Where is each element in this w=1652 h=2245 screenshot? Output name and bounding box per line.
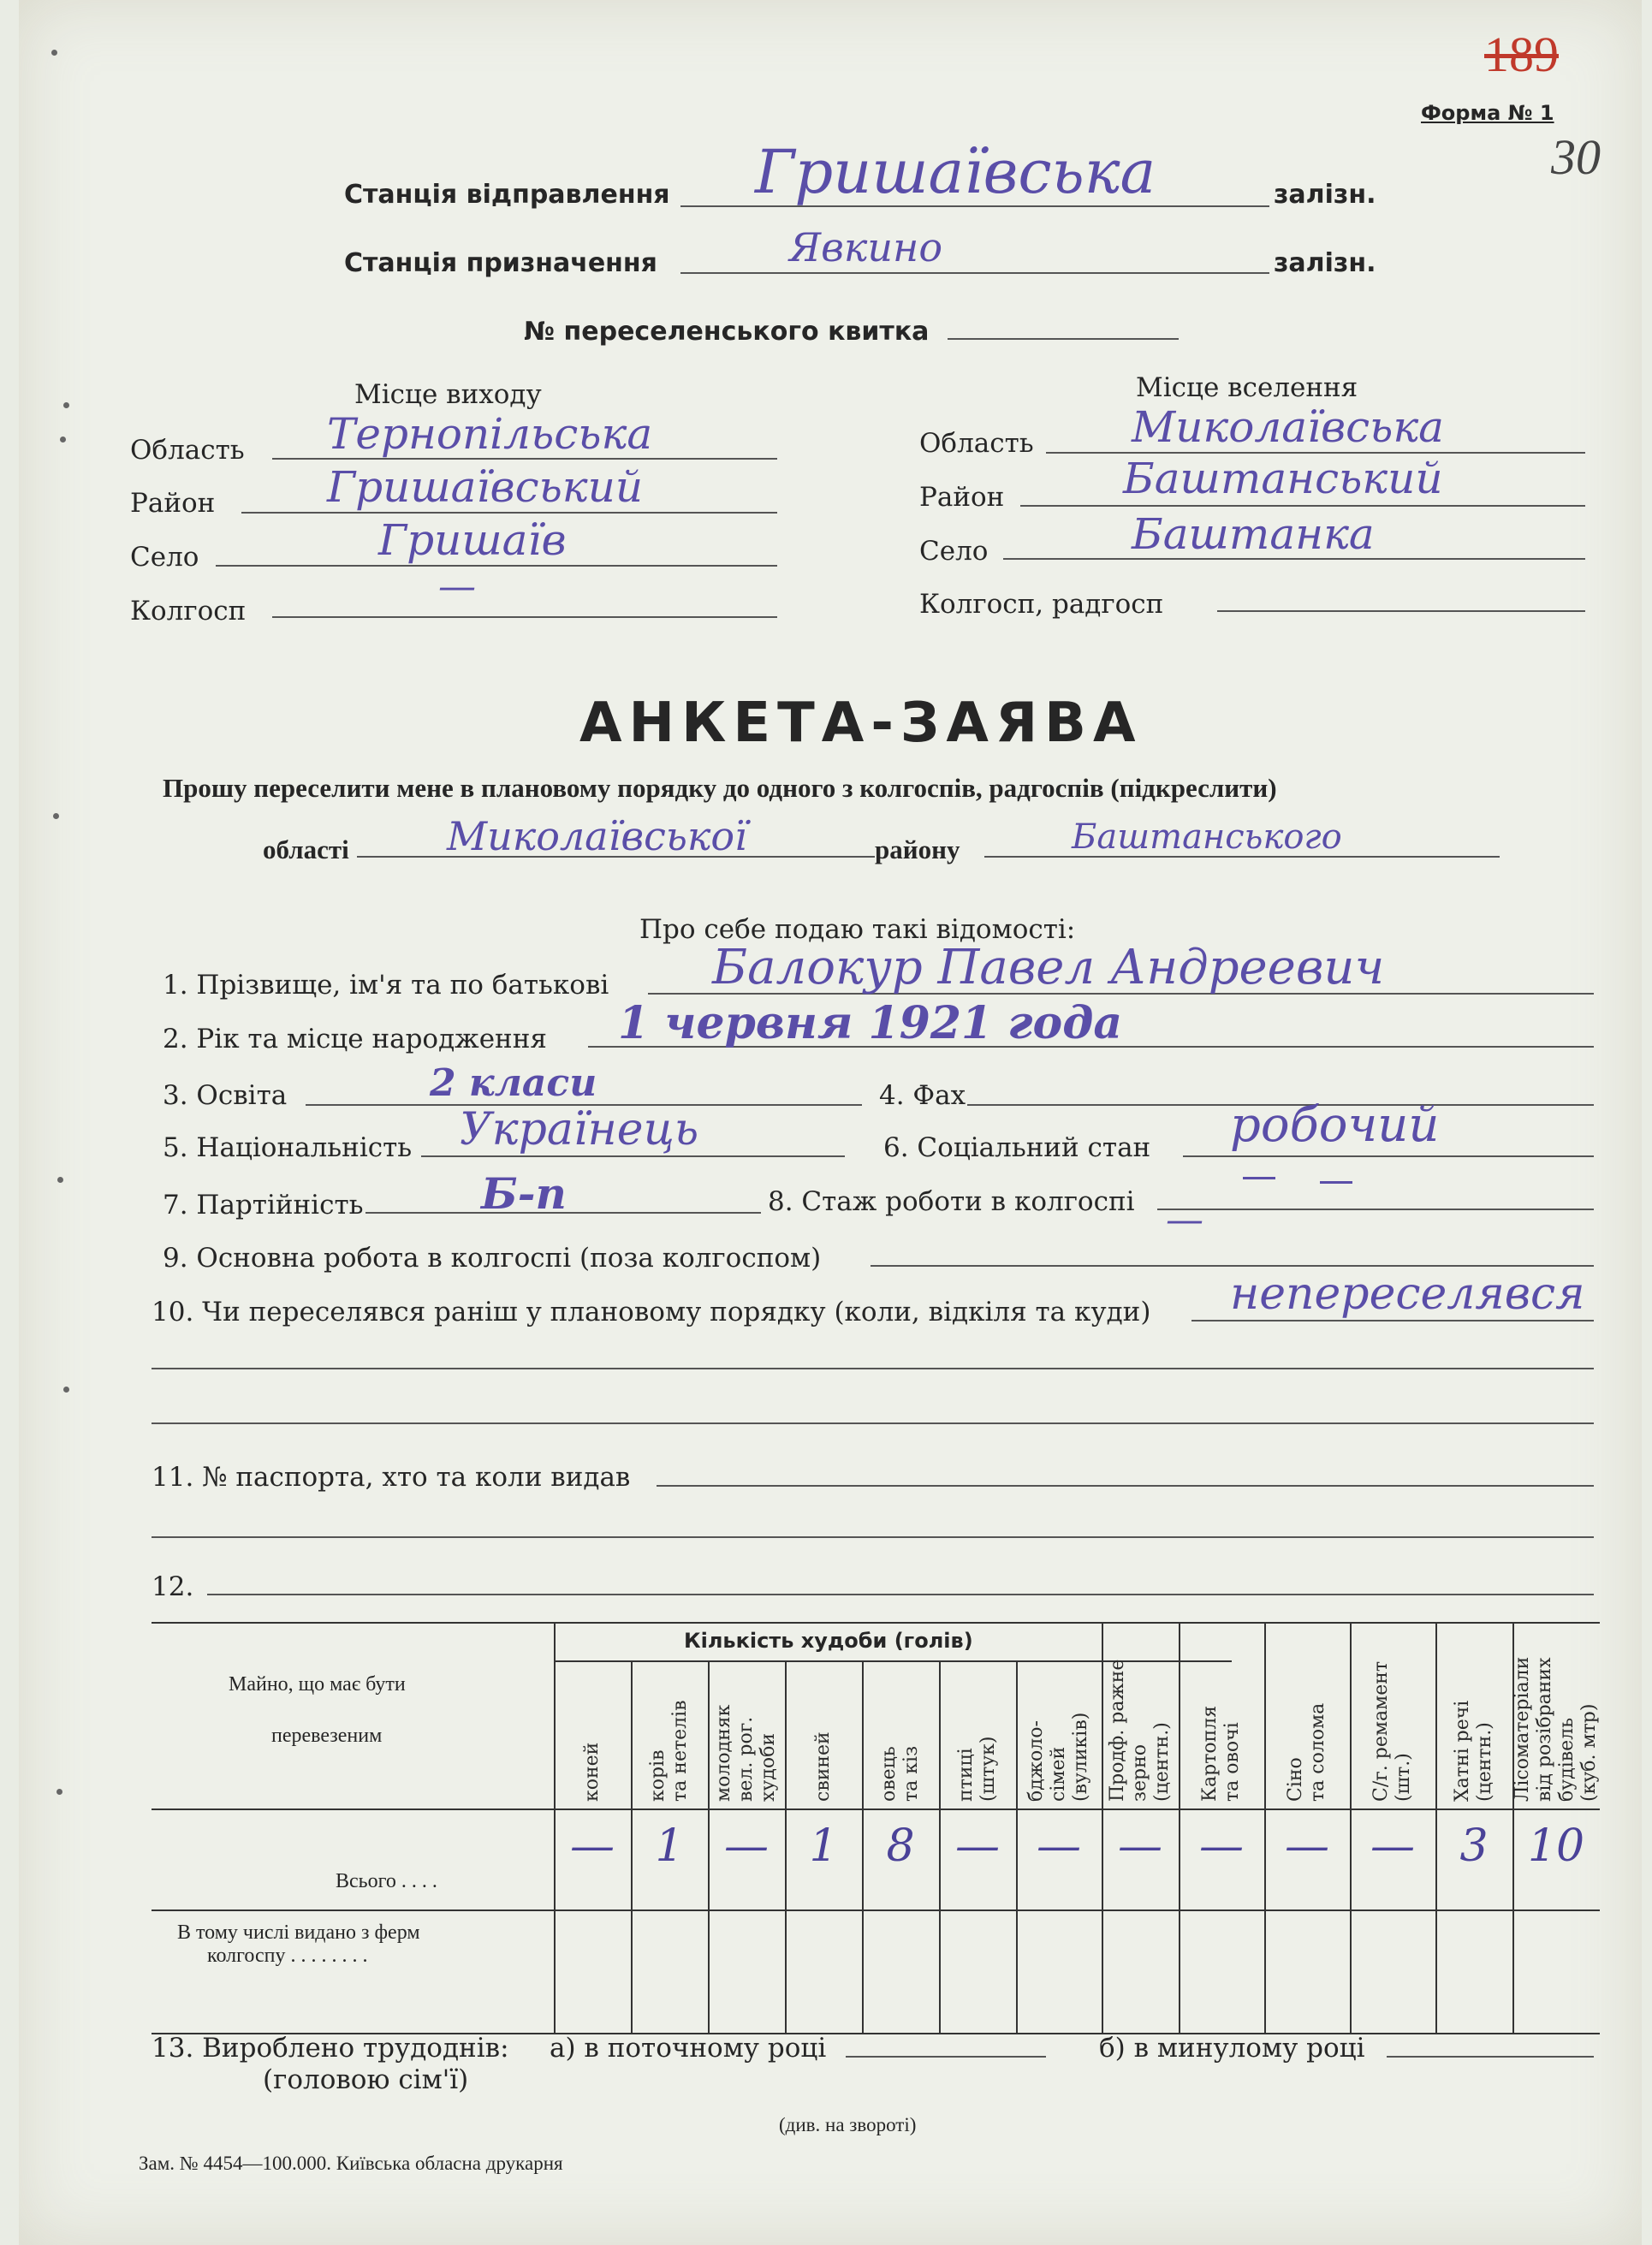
origin-oblast-label: Область [130, 435, 245, 466]
column-header-line: худоби [758, 1732, 779, 1802]
arrival-line [680, 272, 1269, 274]
destination-oblast-value: Миколаївська [1132, 402, 1444, 452]
field-1-value: Балокур Павел Андреевич [712, 940, 1385, 995]
dash-mark [1320, 1181, 1352, 1184]
field-11-line [657, 1485, 1594, 1487]
field-1-label: 1. Прізвище, ім'я та по батькові [163, 970, 609, 1001]
total-value-cell: 3 [1459, 1820, 1489, 1872]
request-raion-value: Баштанського [1072, 817, 1342, 857]
field-6-line [1183, 1155, 1594, 1157]
field-10-line-2 [152, 1368, 1594, 1369]
property-header-2: перевезеним [271, 1725, 383, 1747]
origin-selo-label: Село [130, 542, 199, 573]
origin-selo-value: Гришаїв [378, 515, 567, 565]
total-value-cell: 10 [1527, 1820, 1585, 1872]
origin-raion-label: Район [130, 488, 216, 519]
column-header-line: та овочі [1221, 1722, 1243, 1802]
workdays-label-2: (головою сім'ї) [263, 2064, 469, 2095]
workdays-previous-label: б) в минулому році [1099, 2033, 1365, 2064]
request-oblast-label: області [263, 834, 349, 864]
column-header-line: Сіно [1285, 1757, 1306, 1802]
property-table [152, 1622, 1600, 2033]
request-raion-label: району [875, 834, 960, 864]
field-3-label: 3. Освіта [163, 1080, 288, 1111]
field-8-label: 8. Стаж роботи в колгоспі [768, 1186, 1135, 1217]
issued-row-label-2: колгоспу . . . . . . . . [207, 1945, 368, 1967]
column-header-3 [713, 1669, 780, 1802]
column-header-line: від розібраних [1534, 1657, 1555, 1802]
column-header-line: (центн.) [1151, 1722, 1173, 1802]
archive-number-struck: 189 [1484, 27, 1559, 82]
field-9-label: 9. Основна робота в колгоспі (поза колгоспом) [163, 1243, 822, 1274]
column-header-line: бджоло- [1025, 1720, 1047, 1802]
total-value-cell: 1 [809, 1820, 838, 1872]
column-header-6 [955, 1669, 1000, 1802]
column-header-5 [878, 1669, 923, 1802]
field-10-label: 10. Чи переселявся раніш у плановому порядку (коли, відкіля та куди) [152, 1297, 1151, 1327]
column-header-line: (штук) [978, 1736, 999, 1802]
workdays-current-line [846, 2056, 1046, 2058]
field-12-label: 12. [152, 1571, 194, 1602]
see-reverse-note: (див. на звороті) [779, 2114, 917, 2135]
total-value-cell: — [1285, 1820, 1329, 1872]
table-header-bottom [152, 1808, 1600, 1810]
total-row-label: Всього . . . . [336, 1870, 437, 1892]
field-5-label: 5. Національність [163, 1132, 413, 1163]
field-9-line [871, 1265, 1594, 1267]
departure-value: Гришаївська [755, 137, 1156, 207]
origin-oblast-value: Тернопільська [327, 409, 653, 459]
column-header-9 [1199, 1629, 1244, 1802]
arrival-label: Станція призначення [344, 248, 657, 278]
issued-row-label: В тому числі видано з ферм [177, 1921, 420, 1944]
total-value-cell: 8 [886, 1820, 915, 1872]
total-value-cell: — [570, 1820, 615, 1872]
column-header-line: Хатні речі [1452, 1700, 1473, 1802]
field-7-label: 7. Партійність [163, 1190, 364, 1220]
field-8-value: — [1166, 1198, 1203, 1242]
punch-hole [63, 1387, 69, 1393]
destination-raion-value: Баштанський [1123, 454, 1443, 503]
total-value-cell: — [1118, 1820, 1162, 1872]
destination-selo-value: Баштанка [1132, 509, 1375, 559]
column-header-line: та кіз [900, 1745, 922, 1802]
destination-raion-line [1020, 505, 1585, 507]
column-header-line: будівель [1556, 1717, 1578, 1802]
column-header-line: Лісоматеріали [1512, 1656, 1533, 1802]
livestock-header: Кількість худоби (голів) [684, 1629, 973, 1653]
column-header-line: птиці [955, 1748, 977, 1802]
destination-kolhosp-line [1217, 610, 1585, 612]
column-header-line: корів [647, 1749, 669, 1802]
column-header-4 [812, 1669, 835, 1802]
ticket-line [948, 338, 1179, 340]
punch-hole [53, 813, 59, 819]
destination-selo-label: Село [919, 536, 989, 567]
column-header-10 [1285, 1629, 1329, 1802]
punch-hole [56, 1789, 62, 1795]
origin-kolhosp-label: Колгосп [130, 596, 247, 627]
table-top-border [152, 1622, 1600, 1624]
column-header-line: Продф. ражне [1107, 1659, 1128, 1802]
field-5-value: Українець [460, 1104, 699, 1155]
field-10-line-3 [152, 1422, 1594, 1424]
page-number: 30 [1551, 129, 1601, 185]
request-oblast-value: Миколаївської [447, 813, 747, 859]
total-value-cell: — [1037, 1820, 1081, 1872]
origin-kolhosp-line [272, 616, 777, 618]
table-row-divider [152, 1909, 1600, 1911]
arrival-suffix: залізн. [1274, 248, 1376, 278]
request-text: Прошу переселити мене в плановому порядку до одного з колгоспів, радгоспів (підкреслити) [163, 773, 1277, 803]
column-header-line: Картопля [1199, 1705, 1221, 1802]
departure-label: Станція відправлення [344, 180, 670, 210]
column-header-11 [1370, 1629, 1415, 1802]
property-header: Майно, що має бути [229, 1673, 406, 1696]
total-value-cell: — [1199, 1820, 1244, 1872]
destination-oblast-label: Область [919, 428, 1034, 459]
column-header-line: та солома [1307, 1702, 1328, 1802]
workdays-label: 13. Вироблено трудоднів: [152, 2033, 509, 2064]
destination-raion-label: Район [919, 482, 1005, 513]
field-3-value: 2 класи [430, 1061, 597, 1105]
punch-hole [63, 402, 69, 408]
printer-imprint: Зам. № 4454—100.000. Київська обласна друкарня [139, 2153, 563, 2174]
document-page [19, 0, 1642, 2245]
workdays-current-label: а) в поточному році [550, 2033, 827, 2064]
column-header-line: (вуликів) [1070, 1712, 1091, 1802]
column-header-line: (куб. мтр) [1578, 1703, 1600, 1802]
field-6-label: 6. Соціальний стан [883, 1132, 1151, 1163]
ticket-label: № переселенського квитка [524, 317, 930, 347]
field-7-value: Б-п [481, 1168, 567, 1219]
field-6-value: робочий [1230, 1097, 1440, 1153]
destination-kolhosp-label: Колгосп, радгосп [919, 589, 1164, 620]
column-header-line: коней [581, 1742, 603, 1802]
field-10-line [1191, 1320, 1594, 1321]
column-header-line: молодняк [713, 1704, 734, 1802]
field-2-value: 1 червня 1921 года [618, 997, 1123, 1049]
origin-heading: Місце виходу [354, 379, 542, 410]
column-header-line: сімей [1048, 1746, 1069, 1802]
column-header-line: вел. рог. [735, 1716, 757, 1802]
departure-suffix: залізн. [1274, 180, 1376, 210]
total-value-cell: — [724, 1820, 769, 1872]
column-header-1 [581, 1669, 603, 1802]
workdays-previous-line [1387, 2056, 1594, 2058]
column-header-line: С/г. ремамент [1370, 1660, 1392, 1802]
field-2-label: 2. Рік та місце народження [163, 1024, 547, 1054]
info-heading: Про себе подаю такі відомості: [639, 914, 1076, 945]
field-11-line-2 [152, 1536, 1594, 1538]
column-header-line: та нетелів [669, 1700, 691, 1802]
column-header-2 [647, 1669, 692, 1802]
column-header-line: свиней [812, 1731, 834, 1802]
column-header-line: (центн.) [1474, 1722, 1495, 1802]
column-header-12 [1452, 1629, 1496, 1802]
punch-hole [51, 50, 57, 56]
punch-hole [57, 1177, 63, 1183]
field-11-label: 11. № паспорта, хто та коли видав [152, 1462, 631, 1493]
origin-raion-line [241, 512, 777, 514]
column-header-line: зерно [1129, 1743, 1150, 1802]
column-header-7 [1025, 1669, 1092, 1802]
punch-hole [60, 437, 66, 442]
origin-raion-value: Гришаївський [327, 462, 644, 512]
field-4-label: 4. Фах [879, 1080, 966, 1111]
origin-selo-line [216, 565, 777, 567]
total-value-cell: — [1370, 1820, 1415, 1872]
field-10-value: непереселявся [1230, 1268, 1585, 1320]
dash-mark [1243, 1177, 1275, 1179]
column-header-8 [1107, 1629, 1174, 1802]
total-value-cell: 1 [655, 1820, 684, 1872]
column-header-13 [1512, 1629, 1601, 1802]
field-5-line [421, 1155, 845, 1157]
origin-kolhosp-value: — [438, 565, 476, 609]
column-header-line: (шт.) [1393, 1753, 1414, 1802]
total-value-cell: — [955, 1820, 1000, 1872]
field-8-line [1157, 1209, 1594, 1210]
form-number: Форма № 1 [1421, 101, 1554, 125]
column-header-line: овець [878, 1746, 900, 1802]
document-title: АНКЕТА-ЗАЯВА [579, 692, 1143, 755]
arrival-value: Явкино [789, 224, 943, 270]
field-12-line [207, 1594, 1594, 1595]
destination-heading: Місце вселення [1136, 372, 1358, 403]
